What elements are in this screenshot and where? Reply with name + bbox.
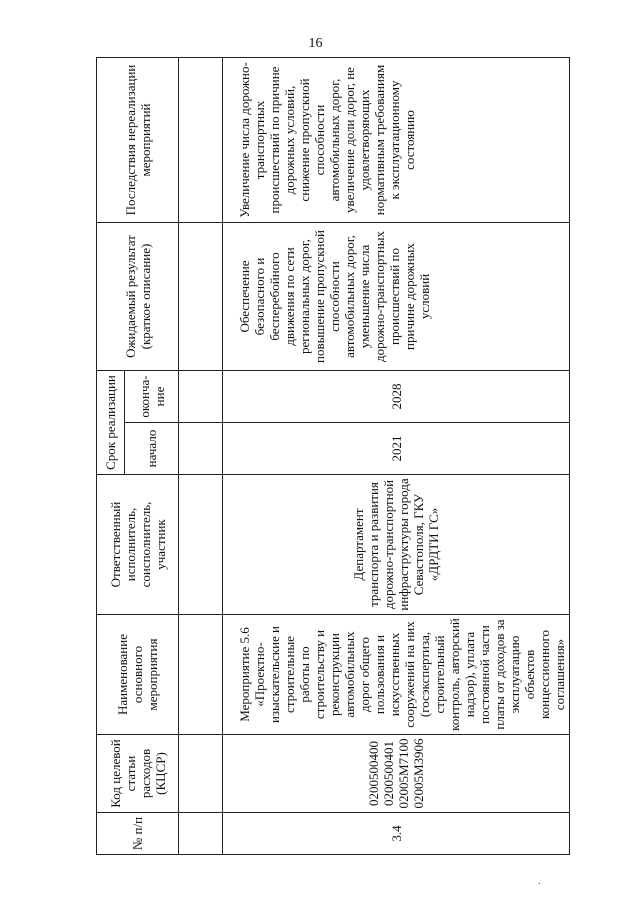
cell-name: Мероприятие 5.6 «Проектно-изыскательские и строительные работы по строительству и реконструкции автомобильных дорог общего пользования и искусственных сооружений на них (госэкспертиза, строительный контроль, авторский надзор), уплата постоянной части платы от доходов за эксплуатацию объектов концессионного соглашения»: [223, 615, 570, 735]
table-row: [223, 58, 570, 855]
cell-kdcr: 0200500400 0200500401 02005M7100 02005M3906: [223, 735, 570, 813]
spacer-row: [179, 58, 223, 855]
header-responsible: Ответственный исполнитель, соисполнитель, участник: [97, 475, 179, 615]
header-name: Наименование основного мероприятия: [97, 615, 179, 735]
cell-num: 3.4: [223, 813, 570, 855]
measures-table: [96, 57, 570, 855]
cell-start: 2021: [223, 423, 570, 475]
page-number: 16: [308, 36, 323, 51]
header-kdcr: Код целевой статьи расходов (КЦСР): [97, 735, 179, 813]
cell-consequences: Увеличение числа дорожно-транспортных происшествий по причине дорожных условий, снижение пропускной способности автомобильных дорог, увеличение доли дорог, не удовлетворяющих нормативным требованиям к эксплуатационному состоянию: [223, 58, 570, 223]
header-num: № п/п: [97, 813, 179, 855]
rotated-table: [96, 58, 567, 855]
header-start: начало: [125, 423, 179, 475]
header-term: Срок реализации: [97, 371, 125, 475]
cell-end: 2028: [223, 371, 570, 423]
table-wrapper: [96, 58, 567, 855]
scan-mark: .: [538, 876, 541, 887]
header-end: оконча-ние: [125, 371, 179, 423]
cell-responsible: Департамент транспорта и развития дорожно-транспортной инфраструктуры города Севастополя, ГКУ «ДРДТИ ГС»: [223, 475, 570, 615]
header-result: Ожидаемый результат (краткое описание): [97, 223, 179, 371]
header-consequences: Последствия нереализации мероприятий: [97, 58, 179, 223]
cell-result: Обеспечение безопасного и бесперебойного движения по сети региональных дорог, повышение пропускной способности автомобильных дорог, уменьшение числа дорожно-транспортных происшествий по причине дорожных условий: [223, 223, 570, 371]
